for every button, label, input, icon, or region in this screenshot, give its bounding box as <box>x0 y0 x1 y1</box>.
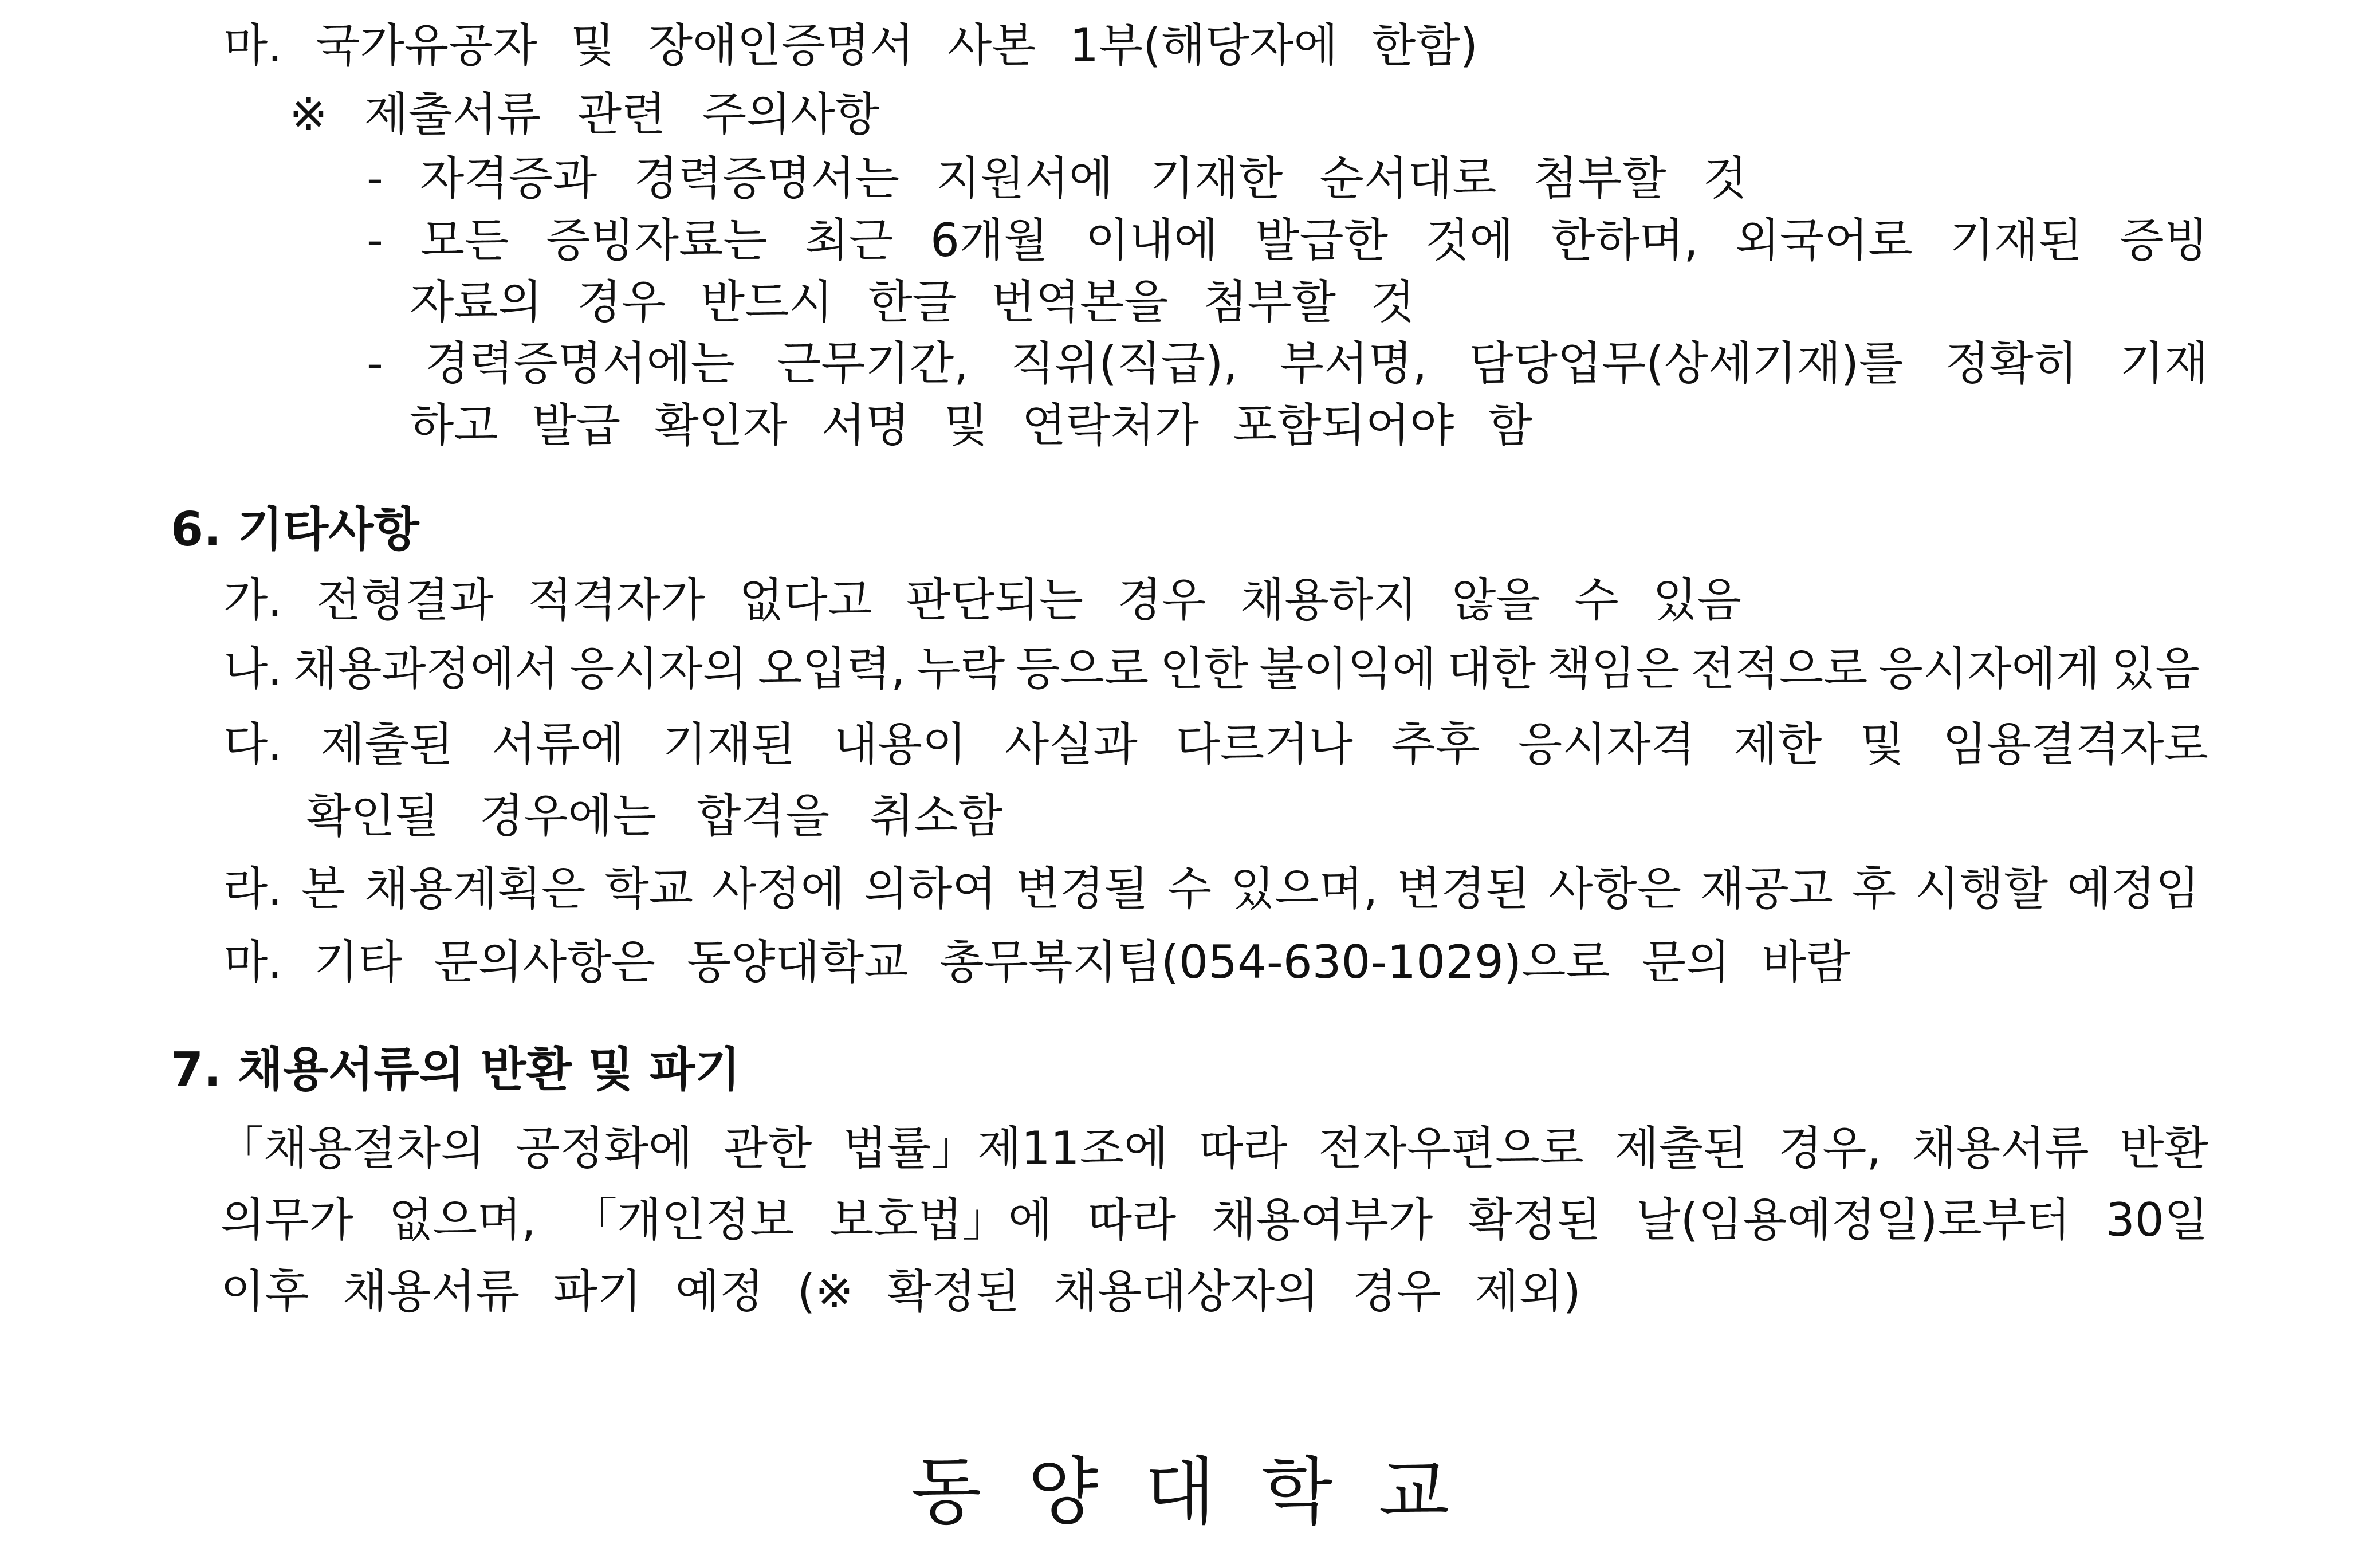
note-line-1: - 자격증과 경력증명서는 지원서에 기재한 순서대로 첨부할 것 <box>367 152 1747 205</box>
section-6-item-ra: 라. 본 채용계획은 학교 사정에 의하여 변경될 수 있으며, 변경된 사항은 재공고 후 시행할 예정임 <box>223 862 2200 915</box>
note-line-3-cont: 하고 발급 확인자 서명 및 연락처가 포함되어야 함 <box>410 399 1532 452</box>
section-7-line-1: 「채용절차의 공정화에 관한 법률」제11조에 따라 전자우편으로 제출된 경우, 채용서류 반환 <box>218 1122 2208 1175</box>
section-6-item-ga: 가. 전형결과 적격자가 없다고 판단되는 경우 채용하지 않을 수 있음 <box>223 573 1741 627</box>
section-7-line-3: 이후 채용서류 파기 예정 (※ 확정된 채용대상자의 경우 제외) <box>221 1265 1581 1318</box>
section-6-item-ma: 마. 기타 문의사항은 동양대학교 총무복지팀(054-630-1029)으로 문의 바람 <box>223 936 1850 989</box>
organization-name: 동 양 대 학 교 <box>911 1449 1449 1535</box>
note-line-3: - 경력증명서에는 근무기간, 직위(직급), 부서명, 담당업무(상세기재)를 정확히 기재 <box>367 337 2208 390</box>
note-line-2: - 모든 증빙자료는 최근 6개월 이내에 발급한 것에 한하며, 외국어로 기재된 증빙 <box>367 214 2208 267</box>
notice-heading: ※ 제출서류 관련 주의사항 <box>289 88 879 141</box>
section-6-item-da-cont: 확인될 경우에는 합격을 취소함 <box>306 789 1002 843</box>
section-6-item-da: 다. 제출된 서류에 기재된 내용이 사실과 다르거나 추후 응시자격 제한 및 임용결격자로 <box>223 718 2208 771</box>
item-ma-top: 마. 국가유공자 및 장애인증명서 사본 1부(해당자에 한함) <box>223 19 1478 72</box>
section-7-line-2: 의무가 없으며, 「개인정보 보호법」에 따라 채용여부가 확정된 날(임용예정일)로부터 30일 <box>221 1193 2208 1247</box>
section-6-title: 6. 기타사항 <box>171 502 419 557</box>
note-line-2-cont: 자료의 경우 반드시 한글 번역본을 첨부할 것 <box>410 276 1415 329</box>
section-6-item-na: 나. 채용과정에서 응시자의 오입력, 누락 등으로 인한 불이익에 대한 책임은 전적으로 응시자에게 있음 <box>223 642 2200 695</box>
section-7-title: 7. 채용서류의 반환 및 파기 <box>171 1043 741 1097</box>
